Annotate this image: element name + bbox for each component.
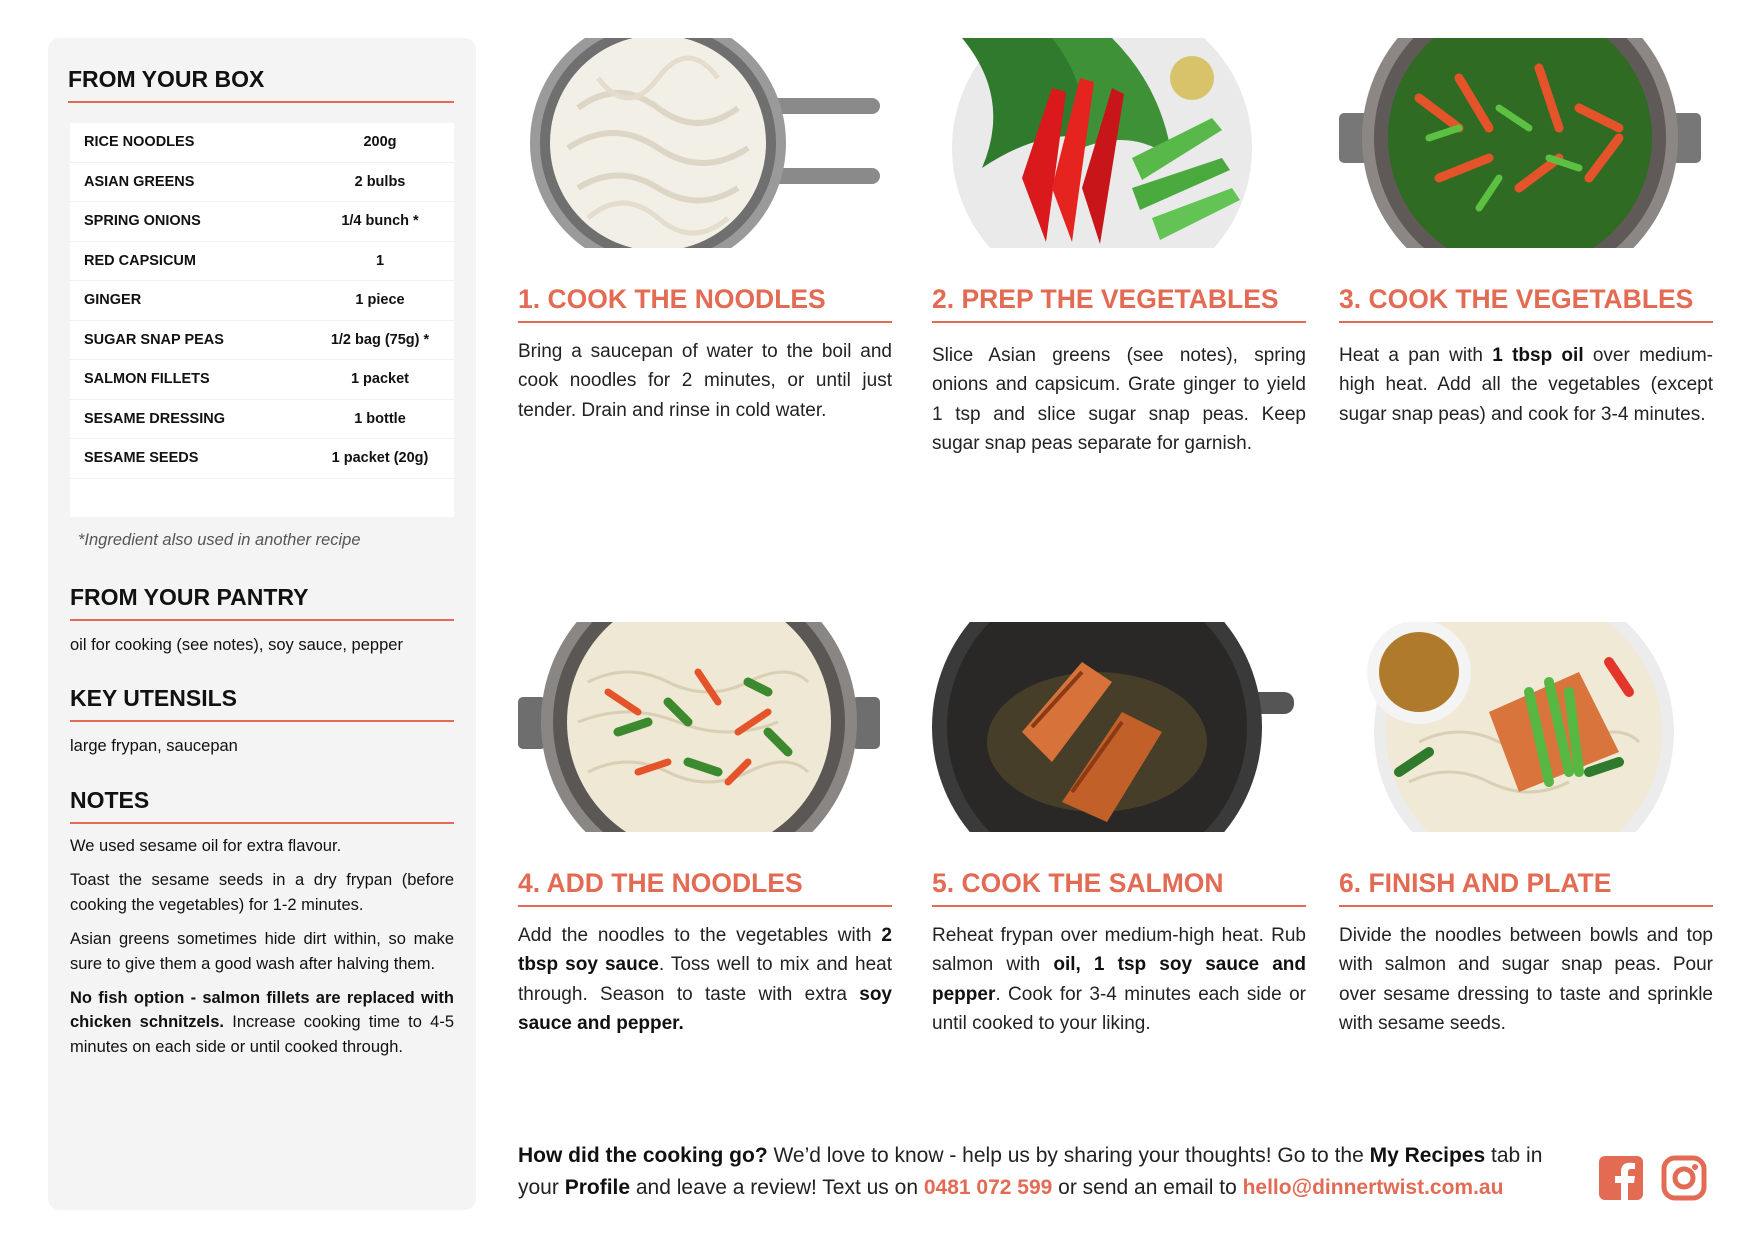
noodles-strainer-photo [518, 38, 880, 248]
ingredient-row-empty [70, 479, 454, 517]
step-text-run: Slice Asian greens (see notes), spring onions and capsicum. Grate ginger to yield 1 tsp and slice sugar snap peas. Keep sugar snap peas separate for garnish. [932, 345, 1306, 455]
step-title: 3. COOK THE VEGETABLES [1339, 284, 1713, 323]
step-text [1339, 341, 1713, 429]
ingredients-table [70, 123, 454, 517]
salmon-in-frypan-photo [932, 622, 1294, 832]
from-your-pantry-heading: FROM YOUR PANTRY [70, 584, 454, 621]
step-text-bold: 2 tbsp soy sauce [518, 925, 892, 976]
step-text-run: over medium-high heat. Add all the vegetables (except sugar snap peas) and cook for 3-4 minutes. [1339, 345, 1713, 425]
ingredient-name: SPRING ONIONS [84, 213, 201, 230]
feedback-text: and leave a review! Text us on [630, 1175, 924, 1199]
ingredient-name: SESAME DRESSING [84, 410, 225, 427]
step-text-run: . Toss well to mix and heat through. Season to taste with extra [518, 954, 892, 1005]
my-recipes-label: My Recipes [1369, 1144, 1486, 1167]
step-text-bold: 1 tbsp oil [1492, 345, 1584, 366]
step-text-run: Bring a saucepan of water to the boil and cook noodles for 2 minutes, or until just tender. Drain and rinse in cold water. [518, 341, 892, 421]
step-6 [1339, 622, 1713, 1039]
ingredient-name: SALMON FILLETS [84, 371, 210, 388]
step-text-run: Reheat frypan over medium-high heat. Rub salmon with [932, 925, 1306, 976]
step-3 [1339, 38, 1713, 429]
ingredient-quantity: 1 packet (20g) [331, 450, 429, 467]
ingredient-name: RED CAPSICUM [84, 252, 196, 269]
ingredient-quantity: 1 [375, 252, 385, 269]
step-title: 1. COOK THE NOODLES [518, 284, 892, 323]
ingredient-quantity: 2 bulbs [354, 173, 406, 190]
ingredient-name: GINGER [84, 292, 142, 309]
ingredients-sidebar [48, 38, 476, 1210]
step-text [1339, 921, 1713, 1039]
step-text-run: Add the noodles to the vegetables with [518, 925, 882, 946]
step-text-bold: soy sauce and pepper. [518, 983, 892, 1035]
step-text-run: Heat a pan with [1339, 345, 1493, 366]
utensils-text: large frypan, saucepan [70, 737, 238, 756]
ingredient-row [70, 123, 454, 163]
step-text [932, 341, 1306, 459]
pantry-text: oil for cooking (see notes), soy sauce, pepper [70, 635, 403, 654]
ingredient-name: SESAME SEEDS [84, 450, 199, 467]
no-fish-option-text: Increase cooking time to 4-5 minutes on each side or until cooked through. [70, 1013, 455, 1056]
finished-plate-photo [1339, 622, 1701, 832]
feedback-text: tab in your [518, 1144, 1543, 1199]
ingredient-row [70, 439, 454, 479]
ingredient-row [70, 242, 454, 282]
step-text-run: Divide the noodles between bowls and top with salmon and sugar snap peas. Pour over sesame dressing to taste and sprinkle with sesame seeds. [1339, 925, 1713, 1035]
profile-label: Profile [564, 1175, 631, 1199]
step-text-bold: oil, 1 tsp soy sauce and pepper [932, 954, 1306, 1005]
step-title: 4. ADD THE NOODLES [518, 868, 892, 907]
note-item: Toast the sesame seeds in a dry frypan (before cooking the vegetables) for 1-2 minutes. [70, 871, 454, 914]
key-utensils-heading: KEY UTENSILS [70, 685, 454, 722]
cooked-vegetables-pan-photo [1339, 38, 1701, 248]
from-your-box-heading: FROM YOUR BOX [68, 66, 454, 103]
instagram-icon[interactable] [1660, 1154, 1708, 1202]
note-item-no-fish [70, 986, 454, 1059]
feedback-text: We’d love to know - help us by sharing your thoughts! Go to the [767, 1144, 1370, 1167]
no-fish-option-bold: No fish option - salmon fillets are replaced with chicken schnitzels. [70, 989, 454, 1032]
step-5 [932, 622, 1306, 1039]
step-1 [518, 38, 892, 425]
ingredient-row [70, 202, 454, 242]
feedback-question: How did the cooking go? [518, 1144, 768, 1167]
notes-heading: NOTES [70, 787, 454, 824]
step-4 [518, 622, 892, 1039]
ingredient-name: ASIAN GREENS [84, 173, 195, 190]
prepped-vegetables-photo [932, 38, 1294, 248]
ingredient-quantity: 1/4 bunch * [341, 213, 419, 230]
feedback-text: or send an email to [1052, 1175, 1243, 1199]
step-2 [932, 38, 1306, 459]
step-title: 5. COOK THE SALMON [932, 868, 1306, 907]
email-link[interactable]: hello@dinnertwist.com.au [1242, 1175, 1504, 1199]
ingredient-footnote: *Ingredient also used in another recipe [78, 530, 361, 549]
note-item: We used sesame oil for extra flavour. [70, 837, 342, 855]
step-text [518, 921, 892, 1039]
facebook-icon[interactable] [1597, 1154, 1645, 1202]
step-title: 6. FINISH AND PLATE [1339, 868, 1713, 907]
step-title: 2. PREP THE VEGETABLES [932, 284, 1306, 323]
ingredient-quantity: 1 bottle [354, 410, 406, 427]
ingredient-row [70, 281, 454, 321]
ingredient-quantity: 1/2 bag (75g) * [330, 331, 430, 348]
phone-number-link[interactable]: 0481 072 599 [923, 1175, 1053, 1199]
ingredient-quantity: 200g [363, 134, 397, 151]
ingredient-row [70, 321, 454, 361]
step-text-run: . Cook for 3-4 minutes each side or until cooked to your liking. [932, 983, 1306, 1035]
ingredient-name: SUGAR SNAP PEAS [84, 331, 224, 348]
step-text [518, 337, 892, 425]
ingredient-row [70, 163, 454, 203]
step-text [932, 921, 1306, 1039]
noodles-in-pan-photo [518, 622, 880, 832]
ingredient-row [70, 360, 454, 400]
ingredient-name: RICE NOODLES [84, 134, 195, 151]
ingredient-quantity: 1 packet [350, 371, 410, 388]
feedback-paragraph [518, 1140, 1578, 1203]
ingredient-quantity: 1 piece [355, 292, 405, 309]
ingredient-row [70, 400, 454, 440]
note-item: Asian greens sometimes hide dirt within, so make sure to give them a good wash after halving them. [70, 930, 454, 973]
